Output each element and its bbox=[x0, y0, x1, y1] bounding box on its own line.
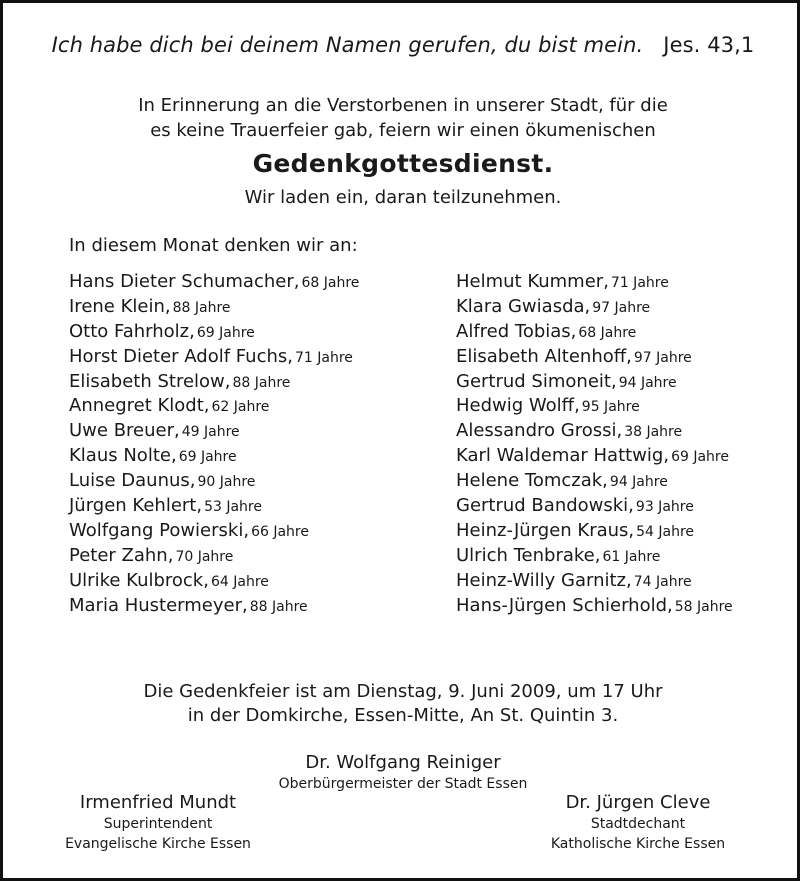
name-entry bbox=[456, 345, 733, 370]
deceased-age: 49 Jahre bbox=[181, 424, 240, 441]
name-entry bbox=[456, 594, 733, 619]
name-entry bbox=[69, 345, 359, 370]
deceased-name: Alessandro Grossi, bbox=[456, 420, 623, 442]
name-entry bbox=[456, 320, 733, 345]
deceased-age: 69 Jahre bbox=[671, 449, 729, 466]
name-entry bbox=[69, 370, 359, 395]
deceased-name: Klara Gwiasda, bbox=[456, 295, 591, 317]
name-entry bbox=[69, 419, 359, 444]
name-entry bbox=[456, 569, 733, 594]
deceased-age: 54 Jahre bbox=[636, 523, 695, 540]
name-entry bbox=[69, 594, 359, 619]
deceased-age: 88 Jahre bbox=[232, 374, 291, 391]
event-line: in der Domkirche, Essen-Mitte, An St. Quintin 3. bbox=[187, 705, 619, 726]
deceased-name: Klaus Nolte, bbox=[69, 445, 177, 467]
intro-text bbox=[3, 93, 800, 143]
name-entry bbox=[456, 394, 733, 419]
signatory-name: Irmenfried Mundt bbox=[79, 792, 237, 813]
deceased-age: 97 Jahre bbox=[592, 299, 651, 316]
name-entry bbox=[456, 444, 733, 469]
bible-quote bbox=[3, 33, 800, 57]
name-entry bbox=[456, 519, 733, 544]
name-entry bbox=[69, 519, 359, 544]
names-list-left bbox=[69, 270, 359, 618]
deceased-age: 71 Jahre bbox=[610, 275, 669, 291]
name-entry bbox=[69, 469, 359, 494]
deceased-age: 71 Jahre bbox=[294, 349, 353, 366]
deceased-age: 90 Jahre bbox=[197, 474, 256, 491]
quote-reference: Jes. 43,1 bbox=[663, 33, 755, 57]
name-entry bbox=[69, 569, 359, 594]
deceased-name: Elisabeth Altenhoff, bbox=[456, 345, 632, 367]
name-entry bbox=[69, 295, 359, 320]
deceased-age: 93 Jahre bbox=[635, 499, 694, 516]
headline: Gedenkgottesdienst. bbox=[252, 149, 554, 178]
name-entry bbox=[456, 469, 733, 494]
name-entry bbox=[69, 494, 359, 519]
deceased-age: 68 Jahre bbox=[578, 324, 637, 341]
deceased-name: Karl Waldemar Hattwig, bbox=[456, 445, 670, 467]
name-entry bbox=[69, 444, 359, 469]
name-entry bbox=[69, 394, 359, 419]
deceased-age: 61 Jahre bbox=[602, 548, 661, 565]
name-entry bbox=[69, 544, 359, 569]
deceased-age: 88 Jahre bbox=[172, 299, 231, 316]
name-entry bbox=[456, 295, 733, 320]
signatory-organization: Katholische Kirche Essen bbox=[550, 836, 726, 852]
deceased-name: Peter Zahn, bbox=[69, 544, 174, 566]
deceased-name: Luise Daunus, bbox=[69, 470, 196, 492]
deceased-name: Horst Dieter Adolf Fuchs, bbox=[69, 345, 293, 367]
signatory-name: Dr. Jürgen Cleve bbox=[565, 792, 711, 813]
deceased-age: 58 Jahre bbox=[674, 598, 733, 615]
deceased-age: 53 Jahre bbox=[204, 499, 262, 516]
deceased-name: Ulrich Tenbrake, bbox=[456, 544, 601, 566]
deceased-age: 74 Jahre bbox=[633, 573, 692, 590]
names-list-right bbox=[456, 270, 733, 618]
deceased-name: Jürgen Kehlert, bbox=[69, 495, 203, 517]
deceased-name: Hans Dieter Schumacher, bbox=[69, 271, 300, 292]
deceased-age: 38 Jahre bbox=[624, 424, 683, 441]
signatory-role: Stadtdechant bbox=[590, 816, 686, 832]
deceased-name: Maria Hustermeyer, bbox=[69, 594, 248, 616]
quote-text: Ich habe dich bei deinem Namen gerufen, du bist mein. bbox=[51, 33, 644, 57]
signatory-name: Dr. Wolfgang Reiniger bbox=[305, 752, 501, 773]
deceased-age: 64 Jahre bbox=[210, 573, 269, 590]
deceased-age: 68 Jahre bbox=[301, 275, 360, 291]
name-entry bbox=[456, 494, 733, 519]
deceased-age: 69 Jahre bbox=[196, 324, 255, 341]
signatory-superintendent bbox=[53, 792, 263, 854]
deceased-age: 69 Jahre bbox=[178, 449, 237, 466]
signatory-role: Oberbürgermeister der Stadt Essen bbox=[278, 776, 528, 792]
deceased-name: Wolfgang Powierski, bbox=[69, 519, 250, 541]
deceased-name: Heinz-Willy Garnitz, bbox=[456, 569, 632, 591]
intro-line: es keine Trauerfeier gab, feiern wir einen ökumenischen bbox=[150, 120, 656, 141]
deceased-name: Heinz-Jürgen Kraus, bbox=[456, 519, 635, 541]
name-entry bbox=[69, 320, 359, 345]
deceased-name: Uwe Breuer, bbox=[69, 420, 180, 442]
intro-line: In Erinnerung an die Verstorbenen in unserer Stadt, für die bbox=[138, 95, 668, 116]
deceased-name: Helmut Kummer, bbox=[456, 271, 609, 292]
deceased-name: Helene Tomczak, bbox=[456, 470, 608, 492]
deceased-name: Annegret Klodt, bbox=[69, 395, 210, 417]
name-entry bbox=[456, 419, 733, 444]
invitation-text: Wir laden ein, daran teilzunehmen. bbox=[244, 187, 562, 208]
signatory-role: Superintendent bbox=[103, 816, 213, 832]
deceased-name: Otto Fahrholz, bbox=[69, 320, 195, 342]
name-entry bbox=[69, 270, 359, 295]
month-heading: In diesem Monat denken wir an: bbox=[69, 235, 358, 256]
deceased-name: Hans-Jürgen Schierhold, bbox=[456, 594, 673, 616]
deceased-age: 62 Jahre bbox=[211, 399, 270, 416]
name-entry bbox=[456, 370, 733, 395]
signatory-mayor bbox=[243, 752, 563, 794]
deceased-name: Ulrike Kulbrock, bbox=[69, 569, 209, 591]
signatory-dean bbox=[533, 792, 743, 854]
deceased-age: 70 Jahre bbox=[175, 548, 234, 565]
event-details bbox=[3, 680, 800, 728]
signatory-organization: Evangelische Kirche Essen bbox=[65, 836, 251, 852]
deceased-age: 94 Jahre bbox=[618, 374, 677, 391]
deceased-name: Irene Klein, bbox=[69, 295, 171, 317]
deceased-age: 94 Jahre bbox=[609, 474, 668, 491]
deceased-name: Elisabeth Strelow, bbox=[69, 370, 231, 392]
deceased-name: Alfred Tobias, bbox=[456, 320, 577, 342]
deceased-name: Gertrud Simoneit, bbox=[456, 370, 617, 392]
name-entry bbox=[456, 270, 733, 295]
deceased-age: 95 Jahre bbox=[581, 399, 640, 416]
deceased-name: Gertrud Bandowski, bbox=[456, 495, 634, 517]
deceased-age: 88 Jahre bbox=[249, 598, 308, 615]
event-line: Die Gedenkfeier ist am Dienstag, 9. Juni 2009, um 17 Uhr bbox=[143, 681, 663, 702]
name-entry bbox=[456, 544, 733, 569]
deceased-age: 66 Jahre bbox=[251, 523, 309, 540]
deceased-age: 97 Jahre bbox=[633, 349, 692, 366]
deceased-name: Hedwig Wolff, bbox=[456, 395, 580, 417]
